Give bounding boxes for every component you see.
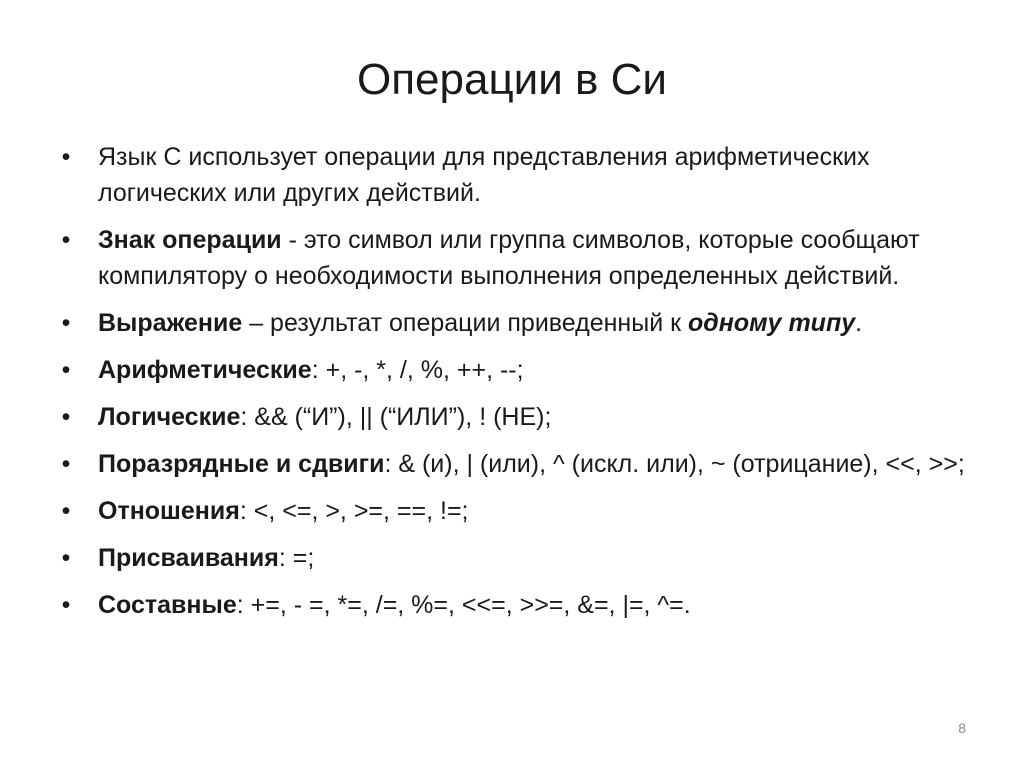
bullet-text: – результат операции приведенный к [242,309,689,337]
bullet-item-expression [56,305,996,341]
bullet-list [56,139,996,634]
bullet-item-operator-sign [56,222,996,294]
bullet-tail: . [855,309,863,337]
bullet-term: Поразрядные и сдвиги [98,450,385,478]
bullet-term: Арифметические [98,356,312,384]
bullet-term: Составные [98,591,237,619]
bullet-icon: • [61,544,71,572]
bullet-text: : =; [278,544,315,572]
bullet-term: Присваивания [98,544,279,572]
bullet-icon: • [61,450,71,478]
bullet-item-relational [56,493,996,529]
bullet-term: Отношения [98,497,240,525]
page-number: 8 [958,720,966,736]
bullet-term: Выражение [98,309,243,337]
bullet-emphasis: одному типу [688,309,856,337]
bullet-icon: • [61,226,71,254]
bullet-text: Язык С использует операции для представления арифметических логических или других действий. [98,143,870,207]
bullet-text: : & (и), | (или), ^ (искл. или), ~ (отрицание), <<, >>; [384,450,965,478]
bullet-item-logical [56,399,996,435]
bullet-text: : +, -, *, /, %, ++, --; [311,356,524,384]
bullet-text: - это символ или группа символов, которые сообщают компилятору о необходимости выполнения определенных действий. [98,226,920,290]
bullet-item-compound [56,587,996,623]
bullet-term: Знак операции [98,226,282,254]
bullet-icon: • [61,497,71,525]
bullet-item-usage [56,139,996,211]
bullet-text: : && (“И”), || (“ИЛИ”), ! (НЕ); [240,403,552,431]
bullet-icon: • [61,403,71,431]
bullet-icon: • [61,143,71,171]
bullet-icon: • [61,356,71,384]
bullet-term: Логические [98,403,241,431]
bullet-item-bitwise [56,446,996,482]
bullet-item-arithmetic [56,352,996,388]
bullet-text: : +=, - =, *=, /=, %=, <<=, >>=, &=, |=, ^=. [236,591,691,619]
slide-title: Операции в Си [357,55,667,104]
bullet-item-assignment [56,540,996,576]
bullet-icon: • [61,309,71,337]
bullet-text: : <, <=, >, >=, ==, !=; [239,497,469,525]
bullet-icon: • [61,591,71,619]
